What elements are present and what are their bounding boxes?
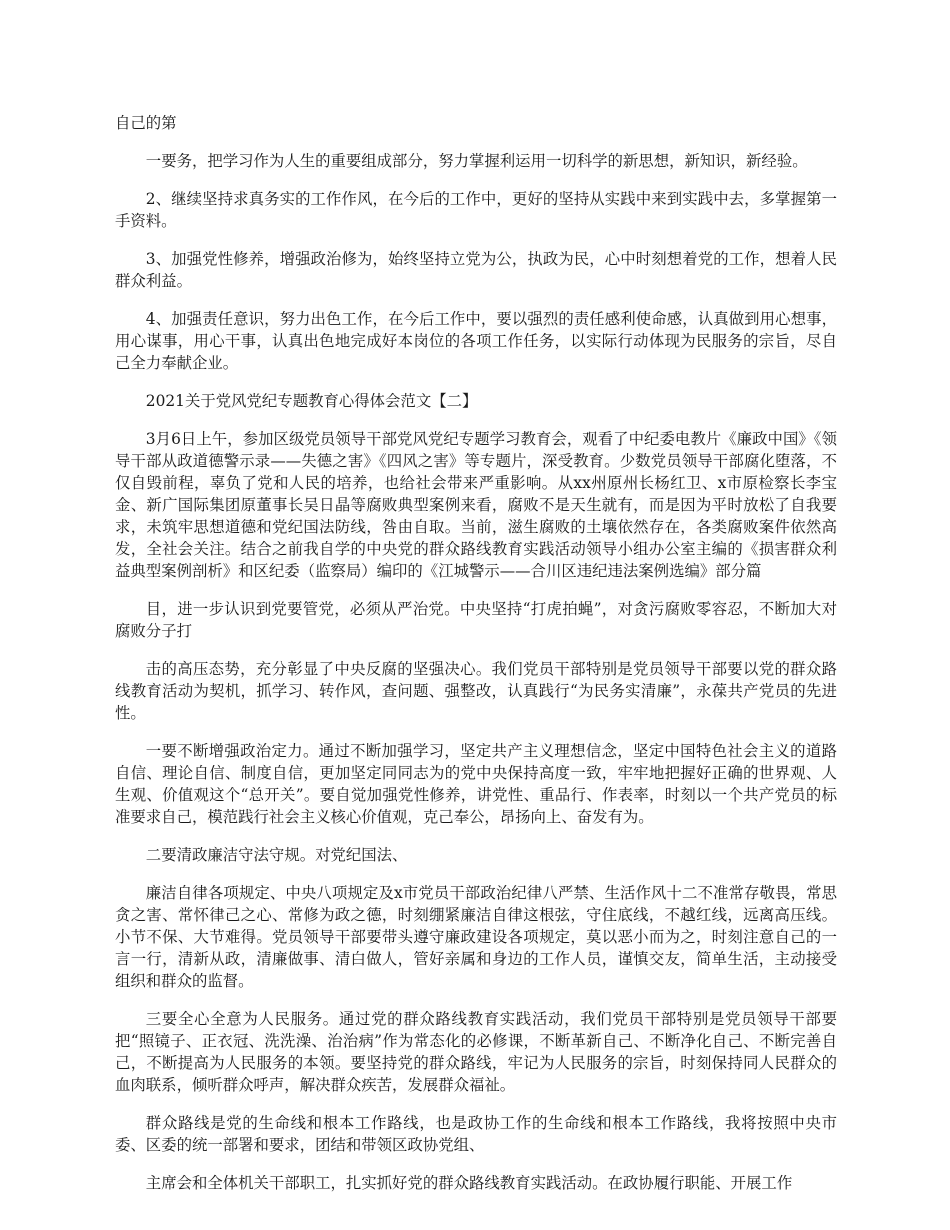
paragraph-14: 群众路线是党的生命线和根本工作路线，也是政协工作的生命线和根本工作路线，我将按照中央市委、区委的统一部署和要求，团结和带领区政协党组、 bbox=[115, 1114, 837, 1154]
paragraph-5: 4、加强责任意识，努力出色工作，在今后工作中，要以强烈的责任感利使命感，认真做到用心想事，用心谋事，用心干事，认真出色地完成好本岗位的各项工作任务，以实际行动体现为民服务的宗旨，尽自己全力奉献企业。 bbox=[115, 310, 837, 372]
paragraph-9: 击的高压态势，充分彰显了中央反腐的坚强决心。我们党员干部特别是党员领导干部要以党的群众路线教育活动为契机，抓学习、转作风，查问题、强整改，认真践行“为民务实清廉”，永葆共产党员的先进性。 bbox=[115, 660, 837, 722]
paragraph-8: 目，进一步认识到党要管党，必须从严治党。中央坚持“打虎拍蝇”，对贪污腐败零容忍，不断加大对腐败分子打 bbox=[115, 600, 837, 640]
paragraph-12: 廉洁自律各项规定、中央八项规定及x市党员干部政治纪律八严禁、生活作风十二不准常存敬畏，常思贪之害、常怀律己之心、常修为政之德，时刻绷紧廉洁自律这根弦，守住底线，不越红线，远离高压线。小节不保、大节难得。党员领导干部要带头遵守廉政建设各项规定，莫以恶小而为之，时刻注意自己的一言一行，清新从政，清廉做事、清白做人，管好亲属和身边的工作人员，谨慎交友，简单生活，主动接受组织和群众的监督。 bbox=[115, 884, 837, 990]
paragraph-11: 二要清政廉洁守法守规。对党纪国法、 bbox=[145, 846, 408, 864]
section-heading: 2021关于党风党纪专题教育心得体会范文【二】 bbox=[145, 392, 478, 410]
paragraph-10: 一要不断增强政治定力。通过不断加强学习，坚定共产主义理想信念，坚定中国特色社会主义的道路自信、理论自信、制度自信，更加坚定同同志为的党中央保持高度一致，牢牢地把握好正确的世界观、人生观、价值观这个“总开关”。要自觉加强党性修养，讲党性、重品行、作表率，时刻以一个共产党员的标准要求自己，模范践行社会主义核心价值观，克己奉公，昂扬向上、奋发有为。 bbox=[115, 742, 837, 826]
paragraph-4: 3、加强党性修养，增强政治修为，始终坚持立党为公，执政为民，心中时刻想着党的工作，想着人民群众利益。 bbox=[115, 250, 837, 290]
paragraph-13: 三要全心全意为人民服务。通过党的群众路线教育实践活动，我们党员干部特别是党员领导干部要把“照镜子、正衣冠、洗洗澡、治治病”作为常态化的必修课，不断革新自己、不断净化自己、不断完善自己，不断提高为人民服务的本领。要坚持党的群众路线，牢记为人民服务的宗旨，时刻保持同人民群众的血肉联系，倾听群众呼声，解决群众疾苦，发展群众福祉。 bbox=[115, 1010, 837, 1094]
paragraph-15: 主席会和全体机关干部职工，扎实抓好党的群众路线教育实践活动。在政协履行职能、开展工作 bbox=[145, 1174, 793, 1192]
paragraph-7: 3月6日上午，参加区级党员领导干部党风党纪专题学习教育会，观看了中纪委电教片《廉政中国》《领导干部从政道德警示录——失德之害》《四风之害》等专题片，深受教育。少数党员领导干部腐化堕落，不仅自毁前程，辜负了党和人民的培养，也给社会带来严重影响。从xx州原州长杨红卫、x市原检察长李宝金、新广国际集团原董事长吴日晶等腐败典型案例来看，腐败不是天生就有，而是因为平时放松了自我要求，未筑牢思想道德和党纪国法防线，咎由自取。当前，滋生腐败的土壤依然存在，各类腐败案件依然高发，全社会关注。结合之前我自学的中央党的群众路线教育实践活动领导小组办公室主编的《损害群众利益典型案例剖析》和区纪委（监察局）编印的《江城警示——合川区违纪违法案例选编》部分篇 bbox=[115, 430, 837, 580]
document-page bbox=[115, 112, 837, 1210]
paragraph-3: 2、继续坚持求真务实的工作作风，在今后的工作中，更好的坚持从实践中来到实践中去，多掌握第一手资料。 bbox=[115, 190, 837, 230]
paragraph-2: 一要务，把学习作为人生的重要组成部分，努力掌握利运用一切科学的新思想，新知识，新经验。 bbox=[145, 152, 808, 170]
paragraph-1: 自己的第 bbox=[115, 114, 177, 132]
